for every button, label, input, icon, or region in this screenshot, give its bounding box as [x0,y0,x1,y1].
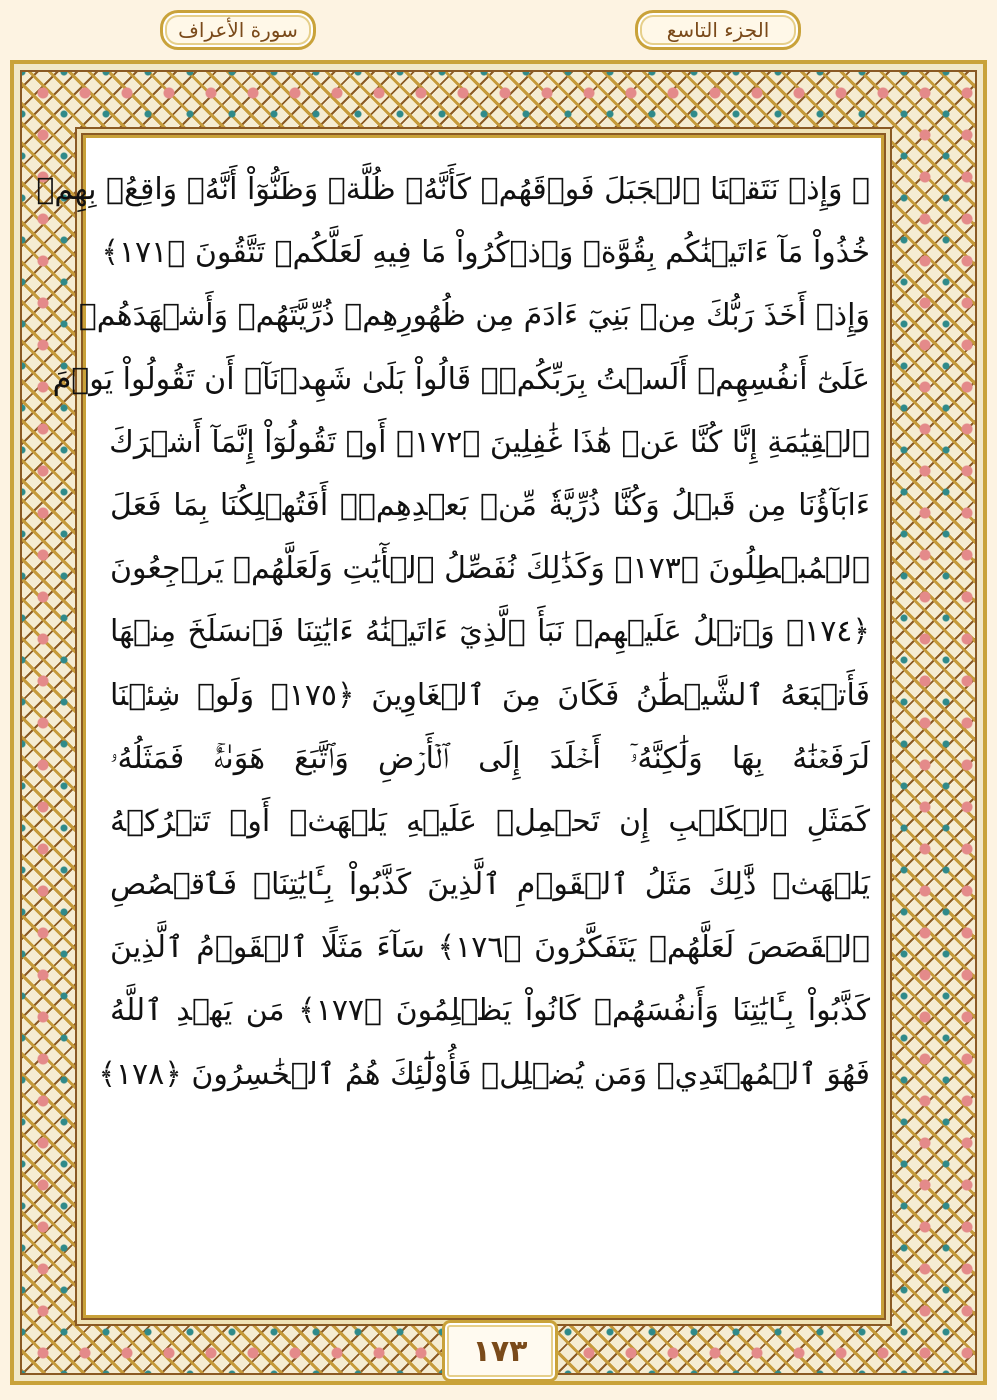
text-line: ۞ وَإِذۡ نَتَقۡنَا ٱلۡجَبَلَ فَوۡقَهُمۡ كَأَنَّهُۥ ظُلَّةٞ وَظَنُّوٓاْ أَنَّهُۥ وَاقِعُۢ بِهِمۡ [36,172,870,207]
text-line: عَلَىٰٓ أَنفُسِهِمۡ أَلَسۡتُ بِرَبِّكُمۡۖ قَالُواْ بَلَىٰ شَهِدۡنَآۚ أَن تَقُولُواْ يَوۡمَ [52,361,870,397]
text-line: خُذُواْ مَآ ءَاتَيۡنَٰكُم بِقُوَّةٖ وَٱذۡكُرُواْ مَا فِيهِ لَعَلَّكُمۡ تَتَّقُونَ ﴿١٧١﴾ [101,235,870,271]
text-line: لَرَفَعۡنَٰهُ بِهَا وَلَٰكِنَّهُۥٓ أَخۡلَدَ إِلَى ٱلۡأَرۡضِ وَٱتَّبَعَ هَوَىٰهُۚ فَمَثَلُهُۥ [110,740,870,776]
text-line: ٱلۡمُبۡطِلُونَ ﴿١٧٣﴾ وَكَذَٰلِكَ نُفَصِّلُ ٱلۡأٓيَٰتِ وَلَعَلَّهُمۡ يَرۡجِعُونَ [110,551,871,587]
text-line: وَإِذۡ أَخَذَ رَبُّكَ مِنۢ بَنِيٓ ءَادَمَ مِن ظُهُورِهِمۡ ذُرِّيَّتَهُمۡ وَأَشۡهَدَهُمۡ [78,298,870,334]
text-line: ٱلۡقَصَصَ لَعَلَّهُمۡ يَتَفَكَّرُونَ ﴿١٧٦﴾ سَآءَ مَثَلًا ٱلۡقَوۡمُ ٱلَّذِينَ [110,930,870,966]
text-line: كَمَثَلِ ٱلۡكَلۡبِ إِن تَحۡمِلۡ عَلَيۡهِ يَلۡهَثۡ أَوۡ تَتۡرُكۡهُ [110,803,870,839]
quran-text-block [36,158,871,1106]
text-line: فَأَتۡبَعَهُ ٱلشَّيۡطَٰنُ فَكَانَ مِنَ ٱلۡغَاوِينَ ﴿١٧٥﴾ وَلَوۡ شِئۡنَا [110,677,870,713]
juz-name-label: الجزء التاسع [635,10,801,50]
text-line: ءَابَآؤُنَا مِن قَبۡلُ وَكُنَّا ذُرِّيَّةٗ مِّنۢ بَعۡدِهِمۡۖ أَفَتُهۡلِكُنَا بِمَا فَعَلَ [110,487,870,523]
text-line: فَهُوَ ٱلۡمُهۡتَدِيۖ وَمَن يُضۡلِلۡ فَأُوْلَٰٓئِكَ هُمُ ٱلۡخَٰسِرُونَ ﴿١٧٨﴾ [98,1056,870,1092]
text-line: يَلۡهَثۚ ذَّٰلِكَ مَثَلُ ٱلۡقَوۡمِ ٱلَّذِينَ كَذَّبُواْ بِـَٔايَٰتِنَاۚ فَٱقۡصُصِ [110,867,870,903]
text-line: ٱلۡقِيَٰمَةِ إِنَّا كُنَّا عَنۡ هَٰذَا غَٰفِلِينَ ﴿١٧٢﴾ أَوۡ تَقُولُوٓاْ إِنَّمَآ أَشۡرَكَ [109,424,870,460]
text-line: كَذَّبُواْ بِـَٔايَٰتِنَا وَأَنفُسَهُمۡ كَانُواْ يَظۡلِمُونَ ﴿١٧٧﴾ مَن يَهۡدِ ٱللَّهُ [110,993,870,1029]
page-number: ١٧٣ [442,1320,558,1382]
surah-name-label: سورة الأعراف [160,10,316,50]
text-line: ﴿١٧٤﴾ وَٱتۡلُ عَلَيۡهِمۡ نَبَأَ ٱلَّذِيٓ ءَاتَيۡنَٰهُ ءَايَٰتِنَا فَٱنسَلَخَ مِنۡهَا [110,614,870,650]
